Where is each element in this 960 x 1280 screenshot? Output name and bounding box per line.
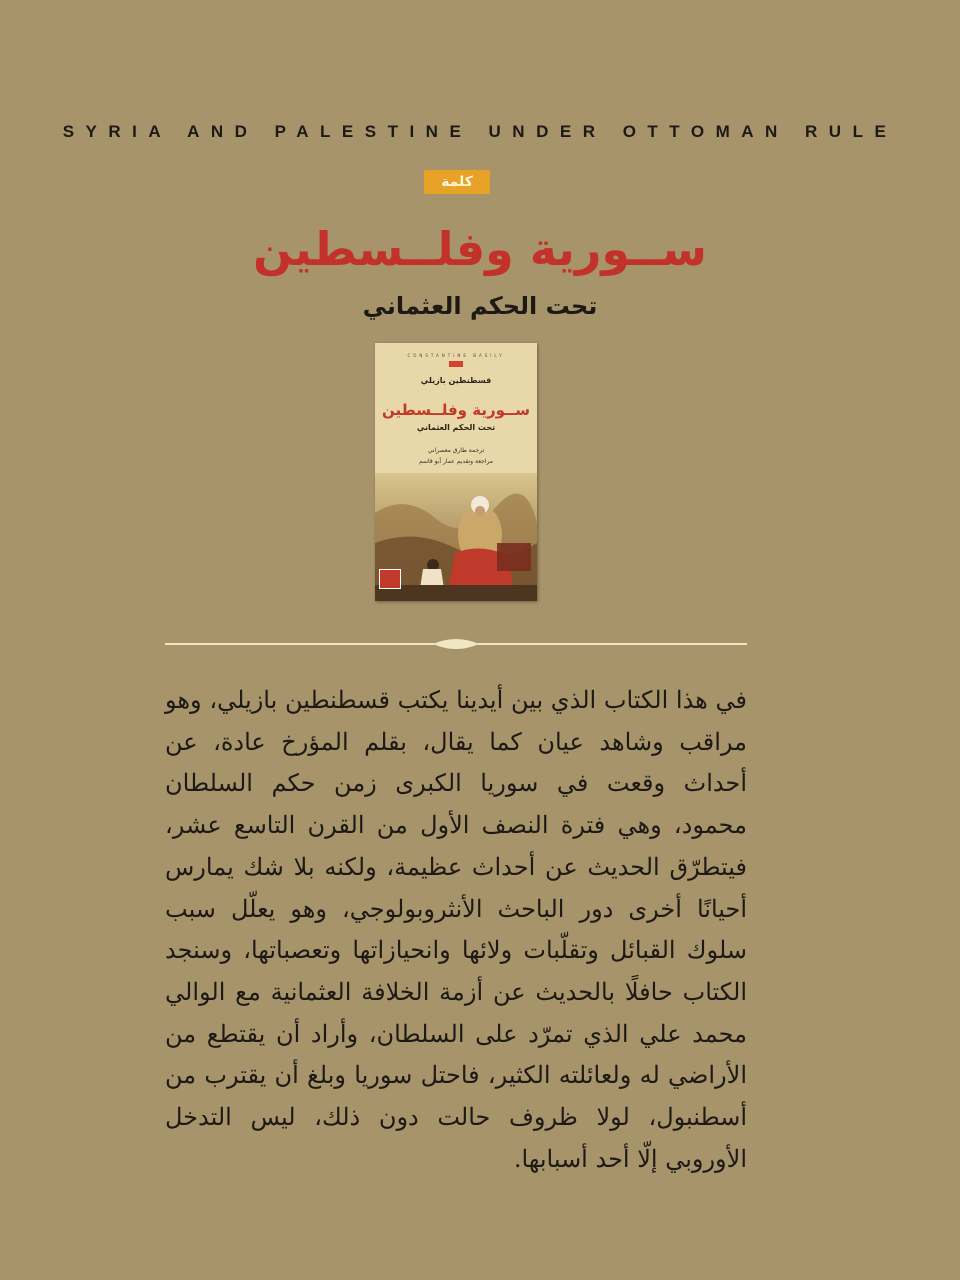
series-title: SYRIA AND PALESTINE UNDER OTTOMAN RULE	[62, 122, 898, 141]
cover-logo	[449, 361, 463, 367]
book-subtitle: تحت الحكم العثماني	[362, 292, 598, 320]
cover-title: ســورية وفلــسطين	[381, 401, 530, 419]
book-description: في هذا الكتاب الذي بين أيدينا يكتب قسطنطين بازيلي، وهو مراقب وشاهد عيان كما يقال، بقلم المؤرخ عادة، عن أحداث وقعت في سوريا الكبرى زمن حكم السلطان محمود، وهي فترة النصف الأول من القرن التاسع عشر، فيتطرّق الحديث عن أحداث عظيمة، ولكنه بلا شك يمارس أحيانًا أخرى دور الباحث الأنثروبولوجي، وهو يعلّل سبب سلوك القبائل وتقلّبات ولائها وانحيازاتها وتعصباتها، وسنجد الكتاب حافلًا بالحديث عن أزمة الخلافة العثمانية مع الوالي محمد علي الذي تمرّد على السلطان، وأراد أن يقتطع من الأراضي له ولعائلته الكثير، فاحتل سوريا وبلغ أن يقترب من أسطنبول، لولا ظروف حالت دون ذلك، ليس التدخل الأوروبي إلّا أحد أسبابها.	[165, 686, 747, 1173]
cover-translator: ترجمة طارق معصراني	[427, 447, 485, 454]
book-cover-image	[375, 343, 537, 601]
publisher-logo	[424, 170, 490, 194]
section-divider	[165, 636, 747, 652]
cover-author-latin: CONSTANTINE BASILY	[407, 353, 505, 358]
cover-author: قسطنطين بازيلي	[420, 376, 492, 385]
cover-review: مراجعة وتقديم عمار أبو قاسم	[419, 458, 493, 465]
book-title: ســورية وفلــسطين	[253, 222, 707, 276]
cover-subtitle: تحت الحكم العثماني	[416, 423, 496, 432]
cover-publisher-logo	[379, 569, 401, 589]
publisher-logo-text: كلمة	[441, 174, 473, 190]
